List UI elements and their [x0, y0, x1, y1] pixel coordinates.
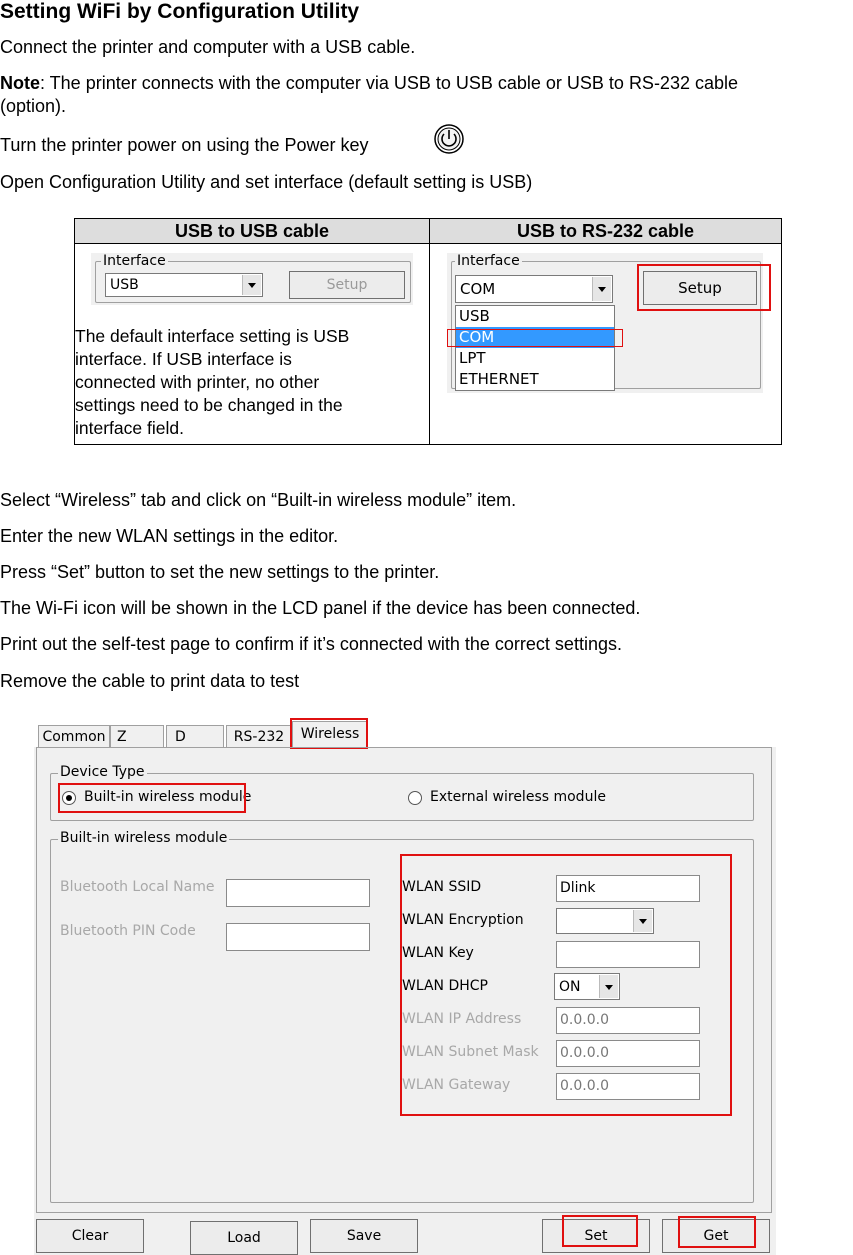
step-press-set: Press “Set” button to set the new settings to the printer. — [0, 562, 440, 582]
wlan-ssid-input[interactable]: Dlink — [556, 875, 700, 902]
usb-interface-panel — [91, 253, 413, 305]
usb-setup-button[interactable]: Setup — [289, 271, 405, 299]
interface-dropdown-list — [455, 305, 615, 391]
wlan-settings-highlight — [400, 854, 732, 1116]
usb-description-line: The default interface setting is USB — [75, 326, 350, 346]
wlan-subnet-label: WLAN Subnet Mask — [402, 1044, 539, 1060]
usb-description-line: interface. If USB interface is — [75, 349, 292, 369]
rs232-combo-value: COM — [460, 280, 496, 298]
dropdown-option-lpt[interactable]: LPT — [459, 349, 486, 367]
usb-description-line: interface field. — [75, 418, 184, 438]
clear-button[interactable]: Clear — [36, 1219, 144, 1253]
wlan-dhcp-value: ON — [559, 978, 581, 995]
tab-common[interactable]: Common — [38, 725, 110, 748]
step-power: Turn the printer power on using the Power key — [0, 135, 369, 155]
dropdown-option-ethernet[interactable]: ETHERNET — [459, 370, 539, 388]
usb-interface-label: Interface — [103, 253, 166, 269]
wlan-ip-label: WLAN IP Address — [402, 1011, 522, 1027]
step-remove-cable: Remove the cable to print data to test — [0, 671, 300, 691]
tab-rs232[interactable]: RS-232 — [226, 725, 292, 748]
tab-wireless[interactable]: Wireless — [292, 721, 368, 749]
rs232-interface-combo[interactable] — [455, 275, 613, 303]
wlan-gateway-input[interactable]: 0.0.0.0 — [556, 1073, 700, 1100]
load-button[interactable]: Load — [190, 1221, 298, 1255]
step-wifi-icon: The Wi-Fi icon will be shown in the LCD panel if the device has been connected. — [0, 598, 641, 618]
wlan-subnet-input[interactable]: 0.0.0.0 — [556, 1040, 700, 1067]
bt-pin-label: Bluetooth PIN Code — [60, 923, 196, 939]
get-highlight — [678, 1216, 756, 1248]
builtin-module-label: Built-in wireless module — [60, 830, 228, 846]
bt-local-name-input[interactable] — [226, 879, 370, 907]
tab-d[interactable]: D — [166, 725, 224, 747]
get-button[interactable]: Get — [662, 1219, 770, 1253]
set-highlight — [562, 1215, 638, 1247]
usb-interface-combo[interactable] — [105, 273, 263, 297]
step-open-utility: Open Configuration Utility and set interface (default setting is USB) — [0, 172, 533, 192]
note-line — [0, 73, 738, 94]
rs232-interface-label: Interface — [457, 253, 520, 269]
usb-description-line: connected with printer, no other — [75, 372, 320, 392]
page-title: Setting WiFi by Configuration Utility — [0, 0, 360, 23]
step-enter-settings: Enter the new WLAN settings in the editor. — [0, 526, 339, 546]
wireless-dialog — [34, 717, 776, 1255]
step-select-wireless: Select “Wireless” tab and click on “Built-in wireless module” item. — [0, 490, 517, 510]
table-divider — [429, 219, 430, 444]
note-label: Note — [0, 73, 40, 93]
builtin-radio-label[interactable]: Built-in wireless module — [84, 789, 252, 805]
chevron-down-icon[interactable] — [592, 277, 611, 301]
external-radio[interactable] — [408, 791, 422, 805]
wlan-encryption-label: WLAN Encryption — [402, 912, 524, 928]
setup-highlight — [637, 264, 771, 311]
dropdown-option-usb[interactable]: USB — [459, 307, 490, 325]
dropdown-option-com[interactable]: COM — [456, 327, 614, 348]
wlan-gateway-label: WLAN Gateway — [402, 1077, 511, 1093]
bt-pin-input[interactable] — [226, 923, 370, 951]
rs232-setup-button[interactable]: Setup — [643, 271, 757, 305]
wlan-dhcp-label: WLAN DHCP — [402, 978, 488, 994]
note-text-2: (option). — [0, 96, 67, 116]
step-self-test: Print out the self-test page to confirm if it’s connected with the correct settings. — [0, 634, 622, 654]
wireless-tab-highlight — [290, 718, 368, 749]
usb-combo-value: USB — [110, 277, 139, 293]
header-rs232: USB to RS-232 cable — [430, 219, 781, 244]
interface-table — [74, 218, 782, 445]
save-button[interactable]: Save — [310, 1219, 418, 1253]
usb-description — [75, 325, 349, 440]
note-text: : The printer connects with the computer via USB to USB cable or USB to RS-232 cable — [40, 73, 739, 93]
wlan-ssid-label: WLAN SSID — [402, 879, 482, 895]
chevron-down-icon[interactable] — [242, 275, 261, 295]
bt-local-name-label: Bluetooth Local Name — [60, 879, 215, 895]
header-usb: USB to USB cable — [75, 219, 429, 244]
set-button[interactable]: Set — [542, 1219, 650, 1253]
com-highlight — [447, 329, 623, 347]
device-type-label: Device Type — [60, 764, 145, 780]
power-icon — [433, 123, 465, 155]
builtin-highlight — [58, 783, 246, 813]
wlan-key-label: WLAN Key — [402, 945, 474, 961]
tab-z[interactable]: Z — [110, 725, 164, 747]
usb-description-line: settings need to be changed in the — [75, 395, 343, 415]
external-radio-label[interactable]: External wireless module — [430, 789, 606, 805]
wlan-ip-input[interactable]: 0.0.0.0 — [556, 1007, 700, 1034]
step-connect: Connect the printer and computer with a USB cable. — [0, 37, 416, 57]
